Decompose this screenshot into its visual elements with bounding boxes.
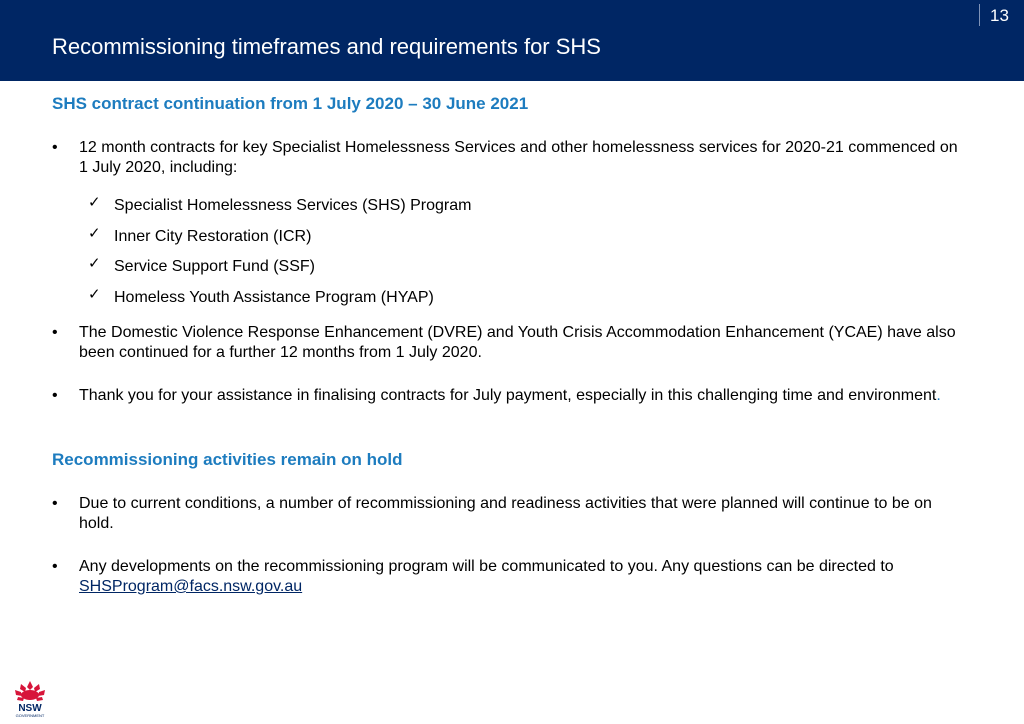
checklist-text: Service Support Fund (SSF) bbox=[114, 258, 315, 275]
bullet-icon: • bbox=[52, 495, 58, 512]
bullet-icon: • bbox=[52, 387, 58, 404]
logo-subtext: GOVERNMENT bbox=[15, 713, 45, 718]
slide-header bbox=[0, 0, 1024, 81]
bullet-text bbox=[79, 386, 959, 406]
page-number-divider bbox=[979, 4, 980, 26]
checklist-text: Inner City Restoration (ICR) bbox=[114, 228, 312, 245]
bullet-text-main: Thank you for your assistance in finalising contracts for July payment, especially in this challenging time and environment bbox=[79, 387, 937, 404]
waratah-icon bbox=[12, 680, 48, 718]
bullet-icon: • bbox=[52, 324, 58, 341]
page-title: Recommissioning timeframes and requirements for SHS bbox=[52, 34, 601, 59]
checklist-text: Homeless Youth Assistance Program (HYAP) bbox=[114, 289, 434, 306]
checkmark-icon: ✓ bbox=[88, 286, 101, 303]
bullet-text: Due to current conditions, a number of recommissioning and readiness activities that were planned will continue to be on hold. bbox=[79, 495, 932, 532]
checkmark-icon: ✓ bbox=[88, 194, 101, 211]
email-link[interactable]: SHSProgram@facs.nsw.gov.au bbox=[79, 578, 303, 595]
logo-text: NSW bbox=[18, 703, 42, 714]
bullet-text: The Domestic Violence Response Enhancement (DVRE) and Youth Crisis Accommodation Enhancement (YCAE) have also been continued for a further 12 months from 1 July 2020. bbox=[79, 324, 956, 361]
bullet-text-period: . bbox=[936, 387, 941, 404]
nsw-government-logo bbox=[12, 680, 48, 718]
bullet-icon: • bbox=[52, 139, 58, 156]
checklist-text: Specialist Homelessness Services (SHS) Program bbox=[114, 197, 472, 214]
page-number: 13 bbox=[990, 6, 1009, 25]
checkmark-icon: ✓ bbox=[88, 225, 101, 242]
section-heading-contract-continuation: SHS contract continuation from 1 July 2020 – 30 June 2021 bbox=[52, 94, 529, 113]
bullet-text bbox=[79, 557, 959, 597]
checkmark-icon: ✓ bbox=[88, 255, 101, 272]
bullet-icon: • bbox=[52, 558, 58, 575]
section-heading-recommissioning-hold: Recommissioning activities remain on hold bbox=[52, 450, 403, 469]
bullet-text: 12 month contracts for key Specialist Homelessness Services and other homelessness services for 2020-21 commenced on 1 July 2020, including: bbox=[79, 139, 958, 176]
bullet-text-main: Any developments on the recommissioning program will be communicated to you. Any questions can be directed to bbox=[79, 558, 894, 575]
